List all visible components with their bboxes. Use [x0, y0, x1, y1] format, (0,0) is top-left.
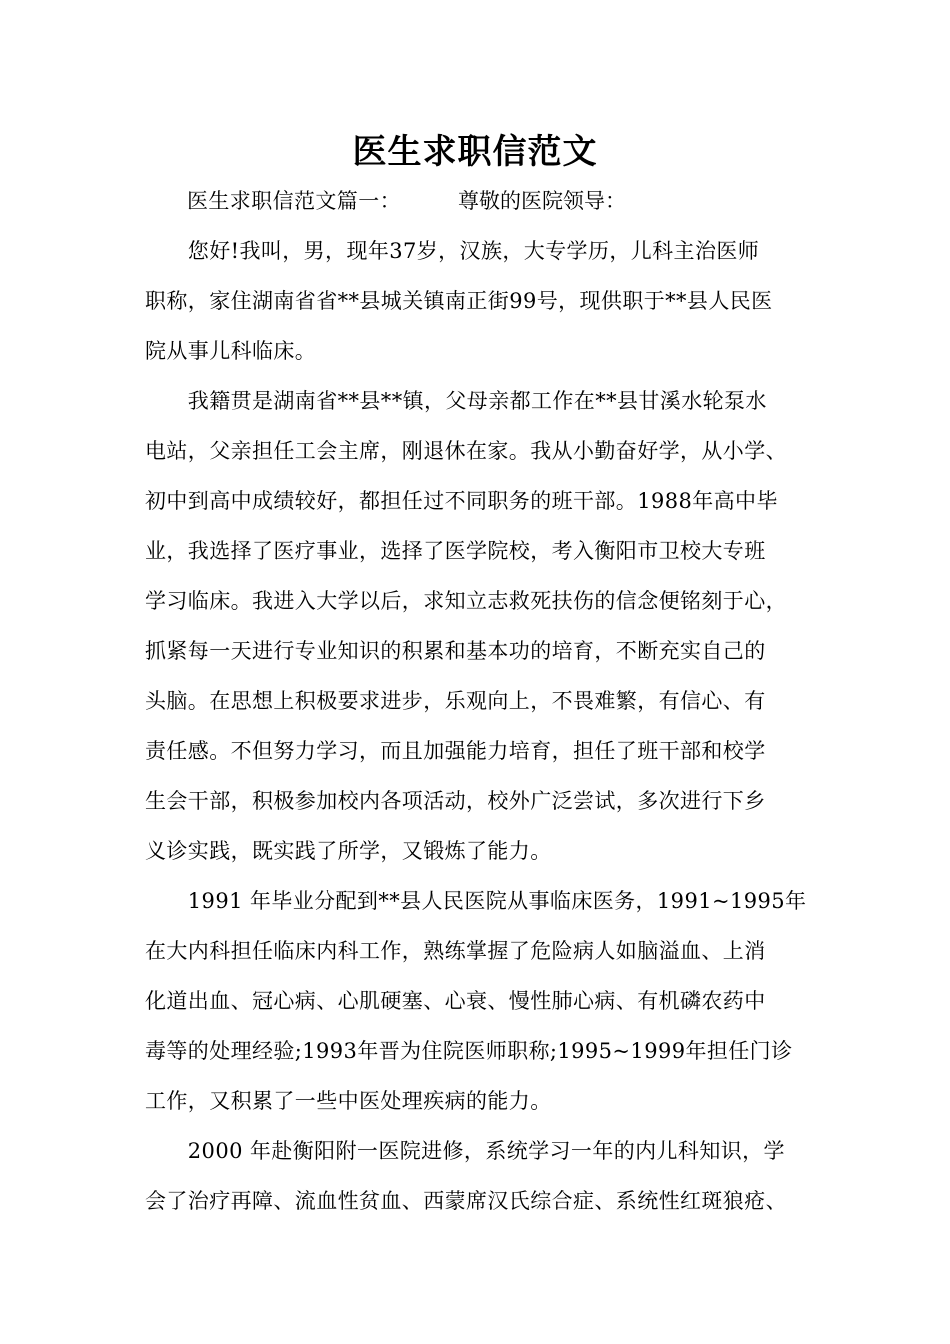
intro-heading: 医生求职信范文篇一：: [187, 189, 401, 213]
paragraph-line: 业，我选择了医疗事业，选择了医学院校，考入衡阳市卫校大专班: [145, 539, 766, 563]
intro-salutation: 尊敬的医院领导：: [458, 189, 626, 213]
paragraph-line: 在大内科担任临床内科工作，熟练掌握了危险病人如脑溢血、上消: [145, 939, 766, 963]
paragraph-line: 义诊实践，既实践了所学，又锻炼了能力。: [145, 839, 552, 863]
paragraph-line: 初中到高中成绩较好，都担任过不同职务的班干部。1988年高中毕: [145, 489, 778, 513]
paragraph-line: 学习临床。我进入大学以后，求知立志救死扶伤的信念便铭刻于心，: [145, 589, 787, 613]
document-title: 医生求职信范文: [352, 132, 598, 172]
paragraph-line: 抓紧每一天进行专业知识的积累和基本功的培育，不断充实自己的: [145, 639, 766, 663]
paragraph-line: 生会干部，积极参加校内各项活动，校外广泛尝试，多次进行下乡: [145, 789, 766, 813]
paragraph-line: 头脑。在思想上积极要求进步，乐观向上，不畏难繁，有信心、有: [145, 689, 766, 713]
paragraph-line: 毒等的处理经验;1993年晋为住院医师职称;1995~1999年担任门诊: [145, 1039, 793, 1063]
paragraph-line: 化道出血、冠心病、心肌硬塞、心衰、慢性肺心病、有机磷农药中: [145, 989, 766, 1013]
paragraph-line: 会了治疗再障、流血性贫血、西蒙席汉氏综合症、系统性红斑狼疮、: [145, 1189, 787, 1213]
paragraph-line: 职称，家住湖南省省**县城关镇南正街99号，现供职于**县人民医: [145, 289, 773, 313]
paragraph-line: 院从事儿科临床。: [145, 339, 317, 363]
paragraph-line: 1991 年毕业分配到**县人民医院从事临床医务，1991~1995年: [145, 889, 807, 913]
paragraph-line: 2000 年赴衡阳附一医院进修，系统学习一年的内儿科知识，学: [145, 1139, 785, 1163]
paragraph-line: 我籍贯是湖南省**县**镇，父母亲都工作在**县甘溪水轮泵水: [145, 389, 767, 413]
paragraph-line: 责任感。不但努力学习，而且加强能力培育，担任了班干部和校学: [145, 739, 766, 763]
paragraph-line: 您好!我叫，男，现年37岁，汉族，大专学历，儿科主治医师: [145, 239, 760, 263]
paragraph-line: 电站，父亲担任工会主席，刚退休在家。我从小勤奋好学，从小学、: [145, 439, 787, 463]
paragraph-line: 工作，又积累了一些中医处理疾病的能力。: [145, 1089, 552, 1113]
